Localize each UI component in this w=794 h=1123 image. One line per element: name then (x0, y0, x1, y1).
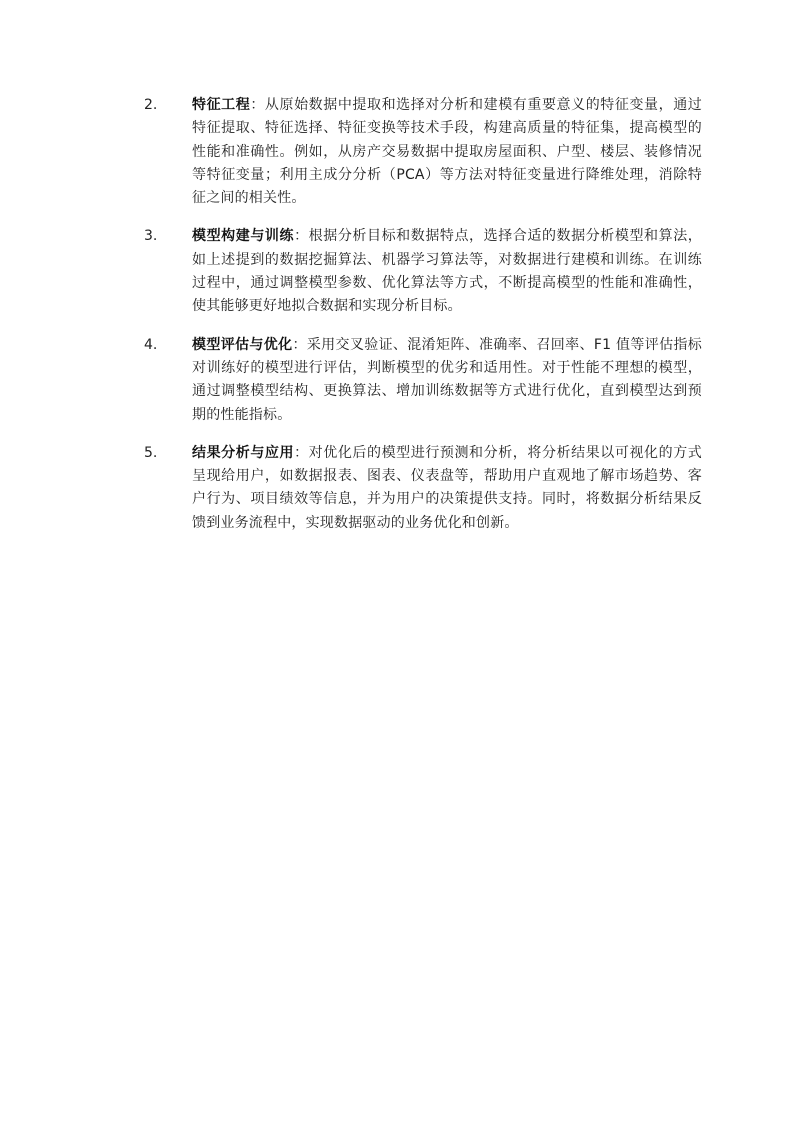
list-item-number: 4. (144, 336, 158, 353)
list-item-text: ：对优化后的模型进行预测和分析，将分析结果以可视化的方式呈现给用户，如数据报表、图表、仪表盘等，帮助用户直观地了解市场趋势、客户行为、项目绩效等信息，并为用户的决策提供支持。同时，将数据分析结果反馈到业务流程中，实现数据驱动的业务优化和创新。 (192, 444, 702, 531)
list-item-number: 3. (144, 228, 158, 245)
list-item (0, 225, 794, 318)
list-item-content (192, 225, 702, 318)
list-item-number: 5. (144, 444, 158, 461)
list-item-text: ：根据分析目标和数据特点，选择合适的数据分析模型和算法，如上述提到的数据挖掘算法、机器学习算法等，对数据进行建模和训练。在训练过程中，通过调整模型参数、优化算法等方式，不断提高模型的性能和准确性，使其能够更好地拟合数据和实现分析目标。 (192, 228, 702, 315)
list-item-term: 模型评估与优化 (192, 336, 293, 353)
list-item (0, 334, 794, 427)
list-item-number: 2. (144, 97, 158, 113)
list-item-text: ：从原始数据中提取和选择对分析和建模有重要意义的特征变量，通过特征提取、特征选择、特征变换等技术手段，构建高质量的特征集，提高模型的性能和准确性。例如，从房产交易数据中提取房屋面积、户型、楼层、装修情况等特征变量；利用主成分分析（PCA）等方法对特征变量进行降维处理，消除特征之间的相关性。 (192, 97, 702, 207)
list-item-term: 模型构建与训练 (192, 228, 295, 245)
list-item (0, 94, 794, 210)
list-item-term: 特征工程 (192, 97, 251, 113)
list-item-content (192, 442, 702, 535)
list-item-text: ：采用交叉验证、混淆矩阵、准确率、召回率、F1 值等评估指标对训练好的模型进行评估，判断模型的优劣和适用性。对于性能不理想的模型，通过调整模型结构、更换算法、增加训练数据等方式进行优化，直到模型达到预期的性能指标。 (192, 336, 702, 423)
list-item-content (192, 334, 702, 427)
list-item (0, 442, 794, 535)
list-item-content (192, 94, 702, 210)
list-item-term: 结果分析与应用 (192, 444, 295, 461)
numbered-list (0, 94, 794, 550)
